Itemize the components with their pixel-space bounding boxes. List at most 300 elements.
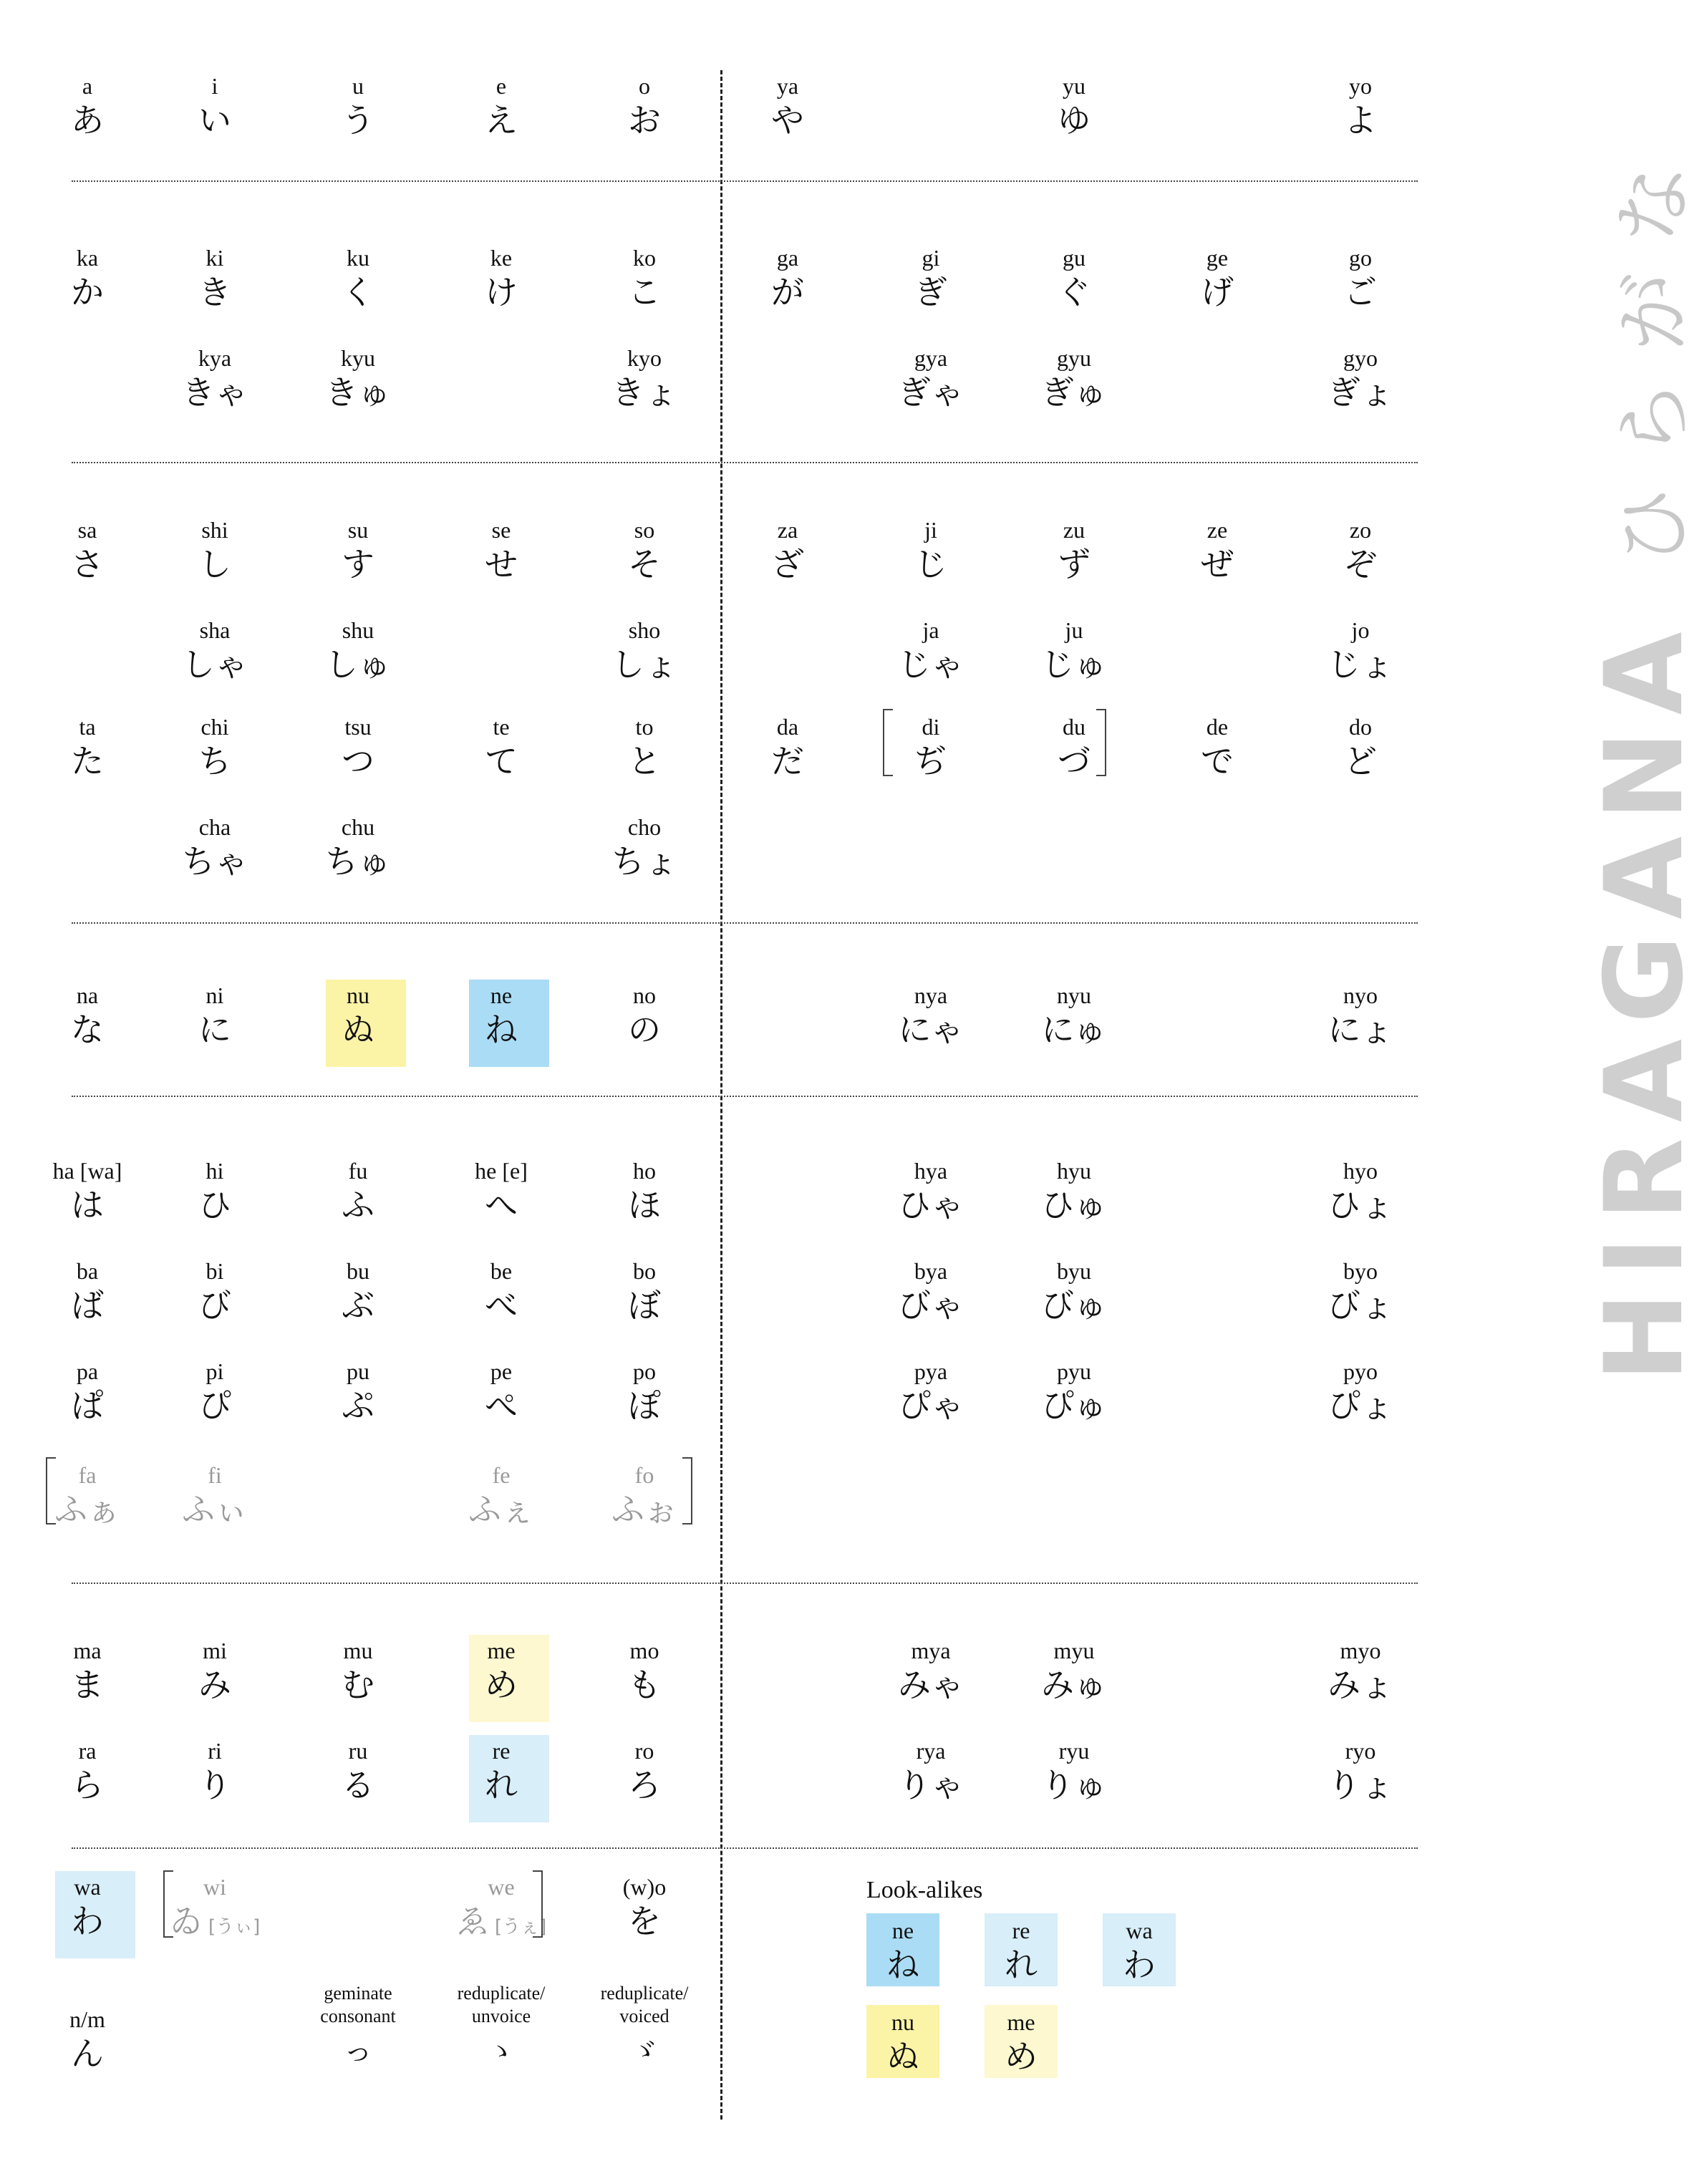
kana-cell [16,1257,159,1325]
kana-character: が [771,273,804,311]
kana-cell [573,516,716,584]
mark-description-line: geminate [324,1983,392,2004]
romaji-label: (w)o [622,1874,667,1900]
kana-character: げ [1201,273,1234,311]
kana-character: りゃ [898,1766,964,1804]
kana-cell [1002,344,1146,412]
kana-cell [143,616,286,685]
romaji-label: ne [490,982,513,1008]
kana-cell [286,616,430,685]
romaji-label: sha [199,617,231,643]
kana-character: い [198,101,231,140]
romaji-label: byo [1343,1258,1378,1284]
kana-character: ど [1344,742,1377,781]
kana-cell [1002,72,1146,140]
kana-cell [573,1636,716,1705]
kana-character: を [628,1902,661,1941]
kana-character: さ [71,545,104,584]
kana-cell [859,616,1002,685]
romaji-label: nu [347,982,369,1008]
romaji-label: ta [79,714,96,740]
kana-cell [1289,1636,1432,1705]
romaji-label: he [e] [475,1158,528,1184]
kana-cell [1002,516,1146,584]
kana-cell [1002,1257,1146,1325]
kana-cell [16,981,159,1050]
row-separator [72,1583,1418,1584]
kana-cell [286,712,430,781]
kana-character: ふぃ [182,1490,248,1529]
kana-cell [859,516,1002,584]
kana-cell [16,72,159,140]
romaji-label: re [1012,1918,1030,1943]
kana-character: ちょ [611,842,677,881]
kana-cell [573,243,716,312]
kana-cell [1002,243,1146,312]
kana-cell [1002,1357,1146,1426]
kana-cell [430,1461,573,1530]
romaji-label: e [495,73,507,99]
romaji-label: gya [914,345,948,371]
kana-cell [573,1873,716,1941]
kana-cell [573,1257,716,1325]
kana-character: ぞ [1344,545,1377,584]
kana-cell [286,813,430,881]
kana-character: と [628,742,661,781]
kana-cell [1002,1736,1146,1805]
kana-cell [573,1156,716,1225]
kana-cell [16,516,159,584]
romaji-label: kyu [341,345,375,371]
romaji-label: bu [347,1258,369,1284]
romaji-label: byu [1057,1258,1091,1284]
romaji-label: te [493,714,510,740]
mark-description [422,1982,580,2028]
kana-cell [573,344,716,412]
bracket-left [883,709,893,776]
kana-character: しゃ [182,645,248,684]
kana-character: ひ [198,1186,231,1224]
kana-cell [430,516,573,584]
romaji-label: nu [891,2009,914,2035]
kana-character: き [198,273,231,311]
kana-character: あ [71,101,104,140]
kana-cell [430,72,573,140]
row-separator [72,462,1418,463]
mark-character: っ [344,2035,372,2068]
romaji-label: de [1206,714,1229,740]
lookalike-card [866,2005,939,2078]
kana-character: きゅ [325,373,391,412]
kana-character: きょ [611,373,677,412]
kana-cell [859,712,1002,781]
kana-cell [16,1156,159,1225]
mark-description-line: consonant [320,2006,396,2026]
romaji-label: to [635,714,654,740]
kana-character: ま [71,1666,104,1704]
kana-character: びょ [1328,1286,1393,1325]
kana-cell [143,1156,286,1225]
kana-character: ば [71,1286,104,1325]
romaji-label: gyu [1057,345,1091,371]
kana-cell [1289,516,1432,584]
romaji-label: fa [78,1462,97,1488]
romaji-label: pyu [1057,1358,1091,1384]
romaji-label: ryu [1058,1738,1090,1764]
romaji-label: zo [1349,517,1372,543]
romaji-label: ja [922,617,939,643]
kana-character: びゃ [898,1286,964,1325]
kana-cell [573,981,716,1050]
romaji-label: i [211,73,218,99]
kana-cell [1002,1636,1146,1705]
kana-character: ろ [628,1766,661,1804]
romaji-label: pa [76,1358,99,1384]
romaji-label: me [487,1638,516,1663]
romaji-label: ko [633,245,656,271]
romaji-label: nyu [1057,982,1091,1008]
kana-character: た [71,742,104,781]
romaji-label: di [922,714,940,740]
kana-character: え [485,101,518,140]
kana-character: にょ [1328,1010,1393,1049]
romaji-label: za [777,517,798,543]
romaji-label: ji [924,517,937,543]
kana-cell [143,1357,286,1426]
kana-character: ちゃ [182,842,248,881]
romaji-label: pi [205,1358,224,1384]
kana-character: ゆ [1058,101,1091,140]
side-title [1582,136,1707,1382]
kana-character: づ [1058,742,1091,781]
romaji-label: yo [1349,73,1372,99]
pronunciation-hint: [うぃ] [202,1916,261,1938]
kana-cell [716,516,859,584]
romaji-label: ni [205,982,224,1008]
kana-cell [286,1736,430,1805]
kana-cell [16,1636,159,1705]
romaji-label: mya [911,1638,951,1663]
kana-character: りゅ [1041,1766,1107,1804]
romaji-label: cho [627,814,662,840]
kana-cell [1289,344,1432,412]
kana-character: り [198,1766,231,1804]
row-separator [72,922,1418,924]
romaji-label: na [76,982,99,1008]
kana-character: な [71,1010,104,1049]
kana-cell [143,1636,286,1705]
kana-cell [286,344,430,412]
kana-cell [1146,516,1289,584]
kana-cell [1146,243,1289,312]
romaji-label: we [488,1874,515,1900]
kana-character: ご [1344,273,1377,311]
kana-character: る [342,1766,374,1804]
kana-character: ね [886,1946,919,1984]
kana-character: みょ [1328,1666,1393,1704]
kana-character: か [71,273,104,311]
kana-character: ず [1058,545,1091,584]
kana-character: ふぇ [468,1490,534,1529]
kana-character: じゅ [1041,645,1107,684]
title-latin: HIRAGANA [1582,616,1707,1382]
kana-cell [859,1736,1002,1805]
bracket-right [533,1870,543,1938]
kana-character: ね [485,1010,518,1049]
mark-description [279,1982,437,2028]
kana-cell [1289,1257,1432,1325]
romaji-label: a [82,73,93,99]
kana-character: ぱ [71,1386,104,1425]
romaji-label: gu [1063,245,1085,271]
kana-character: ぽ [628,1386,661,1425]
kana-character: れ [485,1766,518,1804]
kana-cell [143,1461,286,1530]
kana-character: こ [628,273,661,311]
kana-character: ぎ [914,273,947,311]
kana-character: きゃ [182,373,248,412]
kana-cell [573,72,716,140]
kana-character: け [485,273,518,311]
romaji-label: be [490,1258,513,1284]
mark-description-line: reduplicate/ [457,1983,546,2004]
bracket-left [163,1870,173,1938]
kana-character: そ [628,545,661,584]
kana-character: じ [914,545,947,584]
romaji-label: ra [78,1738,97,1764]
kana-character: ら [71,1766,104,1804]
kana-cell [16,712,159,781]
kana-character: く [342,273,374,311]
kana-character: せ [485,545,518,584]
romaji-label: chi [200,714,229,740]
kana-character: みゅ [1041,1666,1107,1704]
romaji-label: rya [916,1738,946,1764]
romaji-label: fu [348,1158,368,1184]
kana-cell [16,1736,159,1805]
lookalike-card [985,2005,1058,2078]
romaji-label: myo [1340,1638,1381,1663]
romaji-label: hyo [1343,1158,1378,1184]
romaji-label: do [1349,714,1372,740]
kana-character: わ [1123,1946,1156,1984]
row-separator [72,1847,1418,1849]
kana-cell [1002,1156,1146,1225]
kana-cell [430,1873,573,1941]
kana-cell [286,1636,430,1705]
kana-cell [143,1257,286,1325]
kana-character: ん [71,2034,104,2073]
kana-character: め [1005,2037,1038,2076]
kana-cell [143,72,286,140]
romaji-label: o [639,73,650,99]
kana-cell [1146,712,1289,781]
kana-character: れ [1005,1946,1038,1984]
romaji-label: go [1349,245,1372,271]
romaji-label: ya [776,73,799,99]
romaji-label: pya [914,1358,948,1384]
kana-cell [1289,712,1432,781]
romaji-label: wa [1126,1918,1153,1943]
mark-description-line: unvoice [471,2006,531,2026]
romaji-label: wa [74,1874,101,1900]
kana-cell [1289,1357,1432,1426]
romaji-label: ka [76,245,99,271]
kana-cell [430,243,573,312]
kana-character: て [485,742,518,781]
kana-cell [859,981,1002,1050]
kana-cell [16,1461,159,1530]
kana-character: よ [1344,101,1377,140]
kana-character: びゅ [1041,1286,1107,1325]
mark-description [566,1982,723,2028]
romaji-label: tsu [344,714,372,740]
kana-cell [286,72,430,140]
romaji-label: ju [1065,617,1083,643]
kana-cell [430,1257,573,1325]
kana-character: ぢ [914,742,947,781]
kana-character: ち [198,742,231,781]
romaji-label: ri [208,1738,222,1764]
kana-cell [16,1357,159,1426]
kana-character: ぺ [485,1386,518,1425]
kana-cell [1289,243,1432,312]
kana-character: ひょ [1328,1186,1393,1224]
kana-cell [430,1156,573,1225]
kana-character: にゅ [1041,1010,1107,1049]
romaji-label: hyu [1057,1158,1091,1184]
romaji-label: ne [891,1918,914,1943]
kana-cell [16,1873,159,1941]
kana-cell [859,1257,1002,1325]
bracket-right [682,1457,692,1525]
kana-character: に [198,1010,231,1049]
kana-cell [573,1461,716,1530]
kana-cell [859,1156,1002,1225]
kana-character: ぴゅ [1041,1386,1107,1425]
romaji-label: pyo [1343,1358,1378,1384]
kana-cell [430,1357,573,1426]
kana-character: ぴ [198,1386,231,1425]
romaji-label: fi [208,1462,222,1488]
kana-cell [16,243,159,312]
romaji-label: ma [73,1638,102,1663]
romaji-label: sa [77,517,97,543]
romaji-label: bo [633,1258,656,1284]
title-japanese: ひらがな [1608,136,1700,566]
romaji-label: u [352,73,364,99]
lookalike-card [866,1913,939,1986]
romaji-label: mi [203,1638,227,1663]
romaji-label: ho [633,1158,656,1184]
kana-cell [859,1357,1002,1426]
kana-character: は [71,1186,104,1224]
romaji-label: fo [634,1462,654,1488]
kana-character: ひゅ [1041,1186,1107,1224]
romaji-label: jo [1351,617,1370,643]
kana-character: う [342,101,374,140]
romaji-label: po [633,1358,656,1384]
bracket-left [46,1457,56,1525]
kana-character: め [485,1666,518,1704]
kana-cell [716,243,859,312]
kana-cell [430,1636,573,1705]
romaji-label: pu [347,1358,369,1384]
kana-cell [286,1156,430,1225]
kana-cell [573,712,716,781]
romaji-label: da [776,714,799,740]
kana-character: び [198,1286,231,1325]
kana-cell [143,243,286,312]
romaji-label: so [634,517,655,543]
kana-cell [573,1357,716,1426]
kana-cell [143,712,286,781]
romaji-label: me [1007,2009,1035,2035]
lookalike-card [1103,1913,1176,1986]
mark-character: ゝ [487,2035,516,2068]
romaji-label: se [491,517,511,543]
kana-cell [286,981,430,1050]
kana-character: ぎょ [1328,373,1393,412]
kana-character: す [342,545,374,584]
kana-character: ぎゃ [898,373,964,412]
kana-character: ちゅ [325,842,391,881]
romaji-label: re [492,1738,511,1764]
romaji-label: chu [341,814,375,840]
romaji-label: bya [914,1258,948,1284]
kana-cell [716,712,859,781]
romaji-label: myu [1053,1638,1095,1663]
kana-character: や [771,101,804,140]
romaji-label: kya [198,345,232,371]
kana-cell [1289,981,1432,1050]
kana-character: ひゃ [898,1186,964,1224]
kana-cell [573,1736,716,1805]
kana-character: みゃ [898,1666,964,1704]
romaji-label: ryo [1345,1738,1376,1764]
kana-cell [143,344,286,412]
kana-cell [1289,616,1432,685]
row-separator [72,1096,1418,1097]
kana-cell [143,813,286,881]
kana-cell [286,1357,430,1426]
kana-character: ぬ [886,2037,919,2076]
kana-character: ふ [342,1186,374,1224]
romaji-label: n/m [69,2006,105,2032]
kana-cell [143,981,286,1050]
romaji-label: pe [490,1358,513,1384]
romaji-label: ba [76,1258,99,1284]
kana-character: つ [342,742,374,781]
romaji-label: gyo [1343,345,1378,371]
romaji-label: ha [wa] [52,1158,122,1184]
romaji-label: ze [1206,517,1228,543]
kana-character: べ [485,1286,518,1325]
kana-cell [859,243,1002,312]
romaji-label: hya [914,1158,948,1184]
kana-cell [286,516,430,584]
romaji-label: kyo [627,345,662,371]
romaji-label: no [633,982,656,1008]
kana-character: の [628,1010,661,1049]
romaji-label: yu [1063,73,1085,99]
column-divider [720,70,722,2120]
mark-description-line: voiced [619,2006,669,2026]
kana-character: ゑ [うぇ] [455,1902,547,1941]
mark-character: ゞ [630,2035,659,2068]
romaji-label: mo [629,1638,659,1663]
kana-cell [286,1257,430,1325]
